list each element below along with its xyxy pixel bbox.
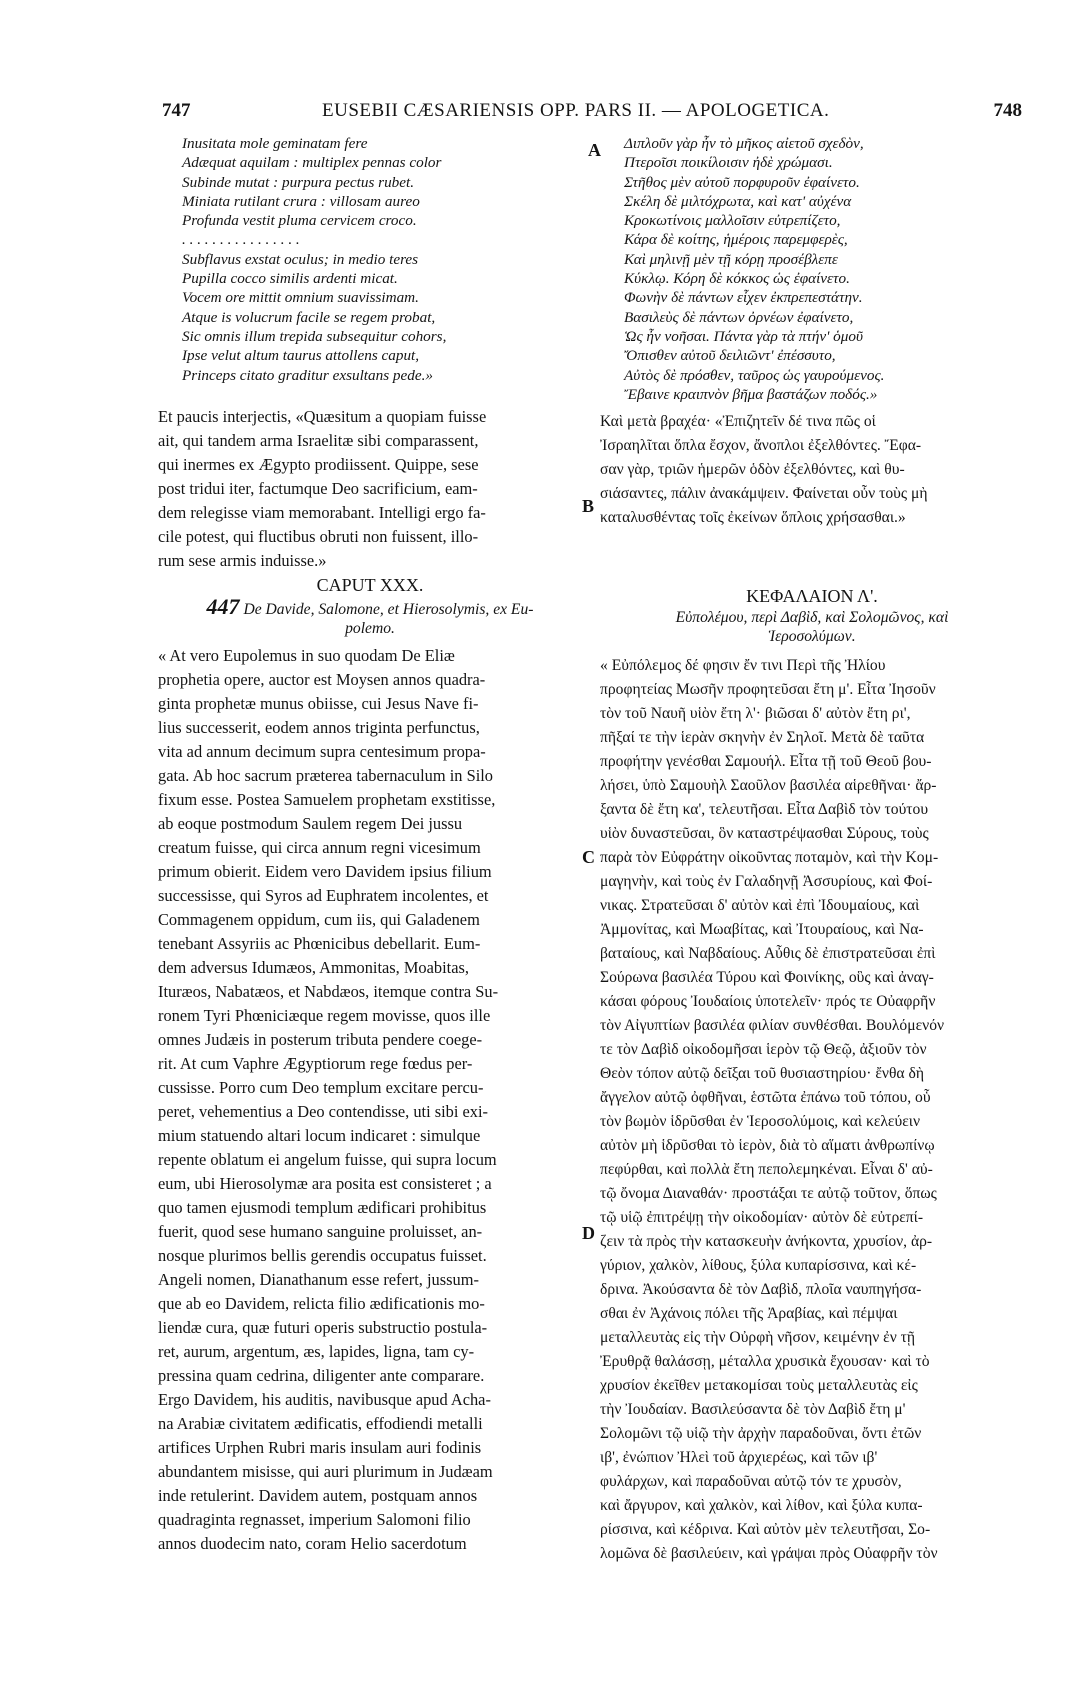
running-header [162, 100, 1022, 124]
page-number-left: 747 [162, 100, 191, 121]
subtitle-line: polemo. [345, 619, 395, 637]
text-line: inde retulerint. Davidem autem, postquam annos [158, 1485, 478, 1505]
verse-line: Sic omnis illum trepida subsequitur cohors, [182, 327, 447, 345]
text-line: fuerit, quod sese humano sanguine proluisset, an- [158, 1221, 483, 1241]
text-line: pressina quam cedrina, diligenter ante comparare. [158, 1365, 485, 1385]
text-line: Σούρωνα βασιλέα Τύρου καὶ Φοινίκης, οὓς καὶ ἀναγ- [600, 969, 934, 987]
section-marker-a: A [588, 140, 601, 160]
text-line: « At vero Eupolemus in suo quodam De Eliæ [158, 645, 455, 665]
greek-chapter-heading: ΚΕΦΑΛΑΙΟΝ Λ'. [746, 586, 878, 607]
section-marker-c: C [582, 847, 595, 867]
text-line: creatum fuisse, qui circa annum regni vicesimum [158, 837, 481, 857]
text-line: λομῶνα δὲ βασιλεύειν, καὶ γράψαι πρὸς Οὐαφρῆν τὸν [600, 1545, 938, 1563]
text-line: gata. Ab hoc sacrum præterea tabernaculum in Silo [158, 765, 493, 785]
text-line: lius successerit, eodem annos triginta perfunctus, [158, 717, 480, 737]
text-line: προφήτην γενέσθαι Σαμουήλ. Εἶτα τῇ τοῦ Θεοῦ βου- [600, 753, 932, 771]
verse-line: Ἔβαινε κραιπνὸν βῆμα βαστάζων ποδός.» [624, 385, 878, 403]
text-line: peret, vehementius a Deo contendisse, uti sibi exi- [158, 1101, 488, 1121]
latin-verse [158, 134, 582, 385]
running-title: EUSEBII CÆSARIENSIS OPP. PARS II. — APOLOGETICA. [322, 100, 830, 121]
text-line: ab eoque postmodum Saulem regem Dei jussu [158, 813, 463, 833]
text-line: liendæ cura, quæ futuri operis substructio postula- [158, 1317, 488, 1337]
verse-line: Ipse velut altum taurus attollens caput, [182, 347, 420, 365]
text-line: na Arabiæ civitatem ædificatis, effodiendi metalli [158, 1413, 483, 1433]
text-line: σθαι ἐν Ἀχάνοις πόλει τῆς Ἀραβίας, καὶ πέμψαι [600, 1305, 898, 1323]
verse-line: Σκέλη δὲ μιλτόχρωτα, καὶ κατ' αὐχένα [624, 192, 852, 210]
text-line: μαγηνὴν, καὶ τοὺς ἐν Γαλαδηνῇ Ἀσσυρίους, καὶ Φοί- [600, 873, 933, 891]
text-line: μεταλλευτὰς εἰς τὴν Οὐρφὴ νῆσον, κειμένην ἐν τῇ [600, 1329, 916, 1347]
text-line: que ab eo Davidem, relicta filio ædificationis mo- [158, 1293, 485, 1313]
text-line: dem relegisse viam memorabant. Intelligi ergo fa- [158, 502, 486, 522]
verse-line: Ὡς ἦν νοῆσαι. Πάντα γὰρ τὰ πτήν' ὁμοῦ [624, 327, 863, 345]
greek-chapter-subtitle [600, 608, 1024, 646]
text-line: artifices Urphen Rubri maris insulam auri fodinis [158, 1437, 482, 1457]
text-line: eum, ubi Hierosolymæ ara posita est consisteret ; a [158, 1173, 492, 1193]
text-line: quadraginta regnasset, imperium Salomoni filio [158, 1509, 471, 1529]
text-line: rum sese armis induisse.» [158, 550, 327, 570]
text-line: νικας. Στρατεῦσαι δ' αὐτὸν καὶ ἐπὶ Ἰδουμαίους, καὶ [600, 897, 920, 915]
text-line: Θεὸν τόπον αὐτῷ δεῖξαι τοῦ θυσιαστηρίου· ἔνθα δὴ [600, 1065, 924, 1083]
text-line: ginta prophetæ munus obiisse, cui Jesus Nave fi- [158, 693, 479, 713]
text-line: repente oblatum ei angelum fuisse, qui supra locum [158, 1149, 497, 1169]
text-line: Ἀμμονίτας, καὶ Μωαβίτας, καὶ Ἰτουραίους, καὶ Να- [600, 921, 924, 939]
verse-line: Κροκωτίνοις μαλλοῖσιν εὐτρεπίζετο, [624, 212, 841, 230]
latin-column [158, 134, 582, 1556]
text-line: ιβ', ἐνώπιον Ἠλεὶ τοῦ ἀρχιερέως, καὶ τῶν ιβ' [600, 1449, 878, 1467]
text-line: Καὶ μετὰ βραχέα· «Ἐπιζητεῖν δέ τινα πῶς οἱ [600, 413, 876, 431]
text-line: τὸν Αἰγυπτίων βασιλέα φιλίαν συνθέσθαι. Βουλόμενόν [600, 1017, 945, 1035]
text-line: ρίσσινα, καὶ κέδρινα. Καὶ αὐτὸν μὲν τελευτῆσαι, Σο- [600, 1521, 931, 1539]
text-line: ait, qui tandem arma Israelitæ sibi comparassent, [158, 430, 479, 450]
section-marker-b: B [582, 496, 595, 516]
verse-line: Αὐτὸς δὲ πρόσθεν, ταῦρος ὡς γαυρούμενος. [624, 366, 885, 384]
greek-verse [600, 134, 1024, 404]
subtitle-line: Ἱεροσολύμων. [768, 628, 856, 646]
greek-paragraph-1 [600, 410, 1024, 530]
verse-line: Βασιλεὺς δὲ πάντων ὀρνέων ἐφαίνετο, [624, 308, 854, 326]
latin-paragraph-1 [158, 405, 582, 573]
text-line: Angeli nomen, Dianathanum esse refert, jussum- [158, 1269, 479, 1289]
text-line: nosque plurimos bellis gerendis occupatus fuisset. [158, 1245, 487, 1265]
text-line: καὶ ἄργυρον, καὶ χαλκὸν, καὶ λίθον, καὶ ξύλα κυπα- [600, 1497, 923, 1515]
verse-line: Διπλοῦν γὰρ ἦν τὸ μῆκος αἰετοῦ σχεδὸν, [624, 135, 864, 152]
text-line: λήσει, ὑπὸ Σαμουὴλ Σαοῦλον βασιλέα αἱρεθῆναι· ἄρ- [600, 777, 937, 795]
text-line: γύριον, χαλκὸν, λίθους, ξύλα κυπαρίσσινα, καὶ κέ- [600, 1257, 917, 1275]
text-line: ret, aurum, argentum, æs, lapides, ligna, tam cy- [158, 1341, 475, 1361]
text-line: abundantem misisse, qui auri plurimum in Judæam [158, 1461, 493, 1481]
text-line: Ἐρυθρᾷ θαλάσσῃ, μέταλλα χρυσικὰ ἔχουσαν· καὶ τὸ [600, 1353, 930, 1371]
text-line: υἱὸν δυναστεῦσαι, ὃν καταστρέψασθαι Σύρους, τοὺς [600, 825, 929, 843]
verse-line: Φωνὴν δὲ πάντων εἶχεν ἐκπρεπεστάτην. [624, 289, 863, 307]
verse-line: Πτεροῖσι ποικίλοισιν ἠδὲ χρώμασι. [624, 154, 833, 172]
text-line: « Εὐπόλεμος δέ φησιν ἔν τινι Περὶ τῆς Ἠλίου [600, 657, 886, 675]
text-line: Commagenem oppidum, cum iis, qui Galadenem [158, 909, 480, 929]
verse-line: Ὄπισθεν αὐτοῦ δειλιῶντ' ἐπέσσυτο, [624, 347, 836, 365]
section-number: 447 [206, 593, 240, 619]
latin-chapter-subtitle [158, 593, 582, 638]
text-line: παρὰ τὸν Εὐφράτην οἰκοῦντας ποταμὸν, καὶ τὴν Κομ- [600, 849, 939, 867]
text-line: δρινα. Ἀκούσαντα δὲ τὸν Δαβὶδ, πλοῖα ναυπηγήσα- [600, 1281, 922, 1299]
verse-line: Adæquat aquilam : multiplex pennas color [182, 154, 442, 172]
text-line: post tridui iter, factumque Deo sacrificium, eam- [158, 478, 478, 498]
greek-column [600, 134, 1024, 1566]
section-marker-d: D [582, 1223, 595, 1243]
verse-line: Atque is volucrum facile se regem probat, [182, 308, 436, 326]
text-line: τε τὸν Δαβὶδ οἰκοδομῆσαι ἱερὸν τῷ Θεῷ, ἀξιοῦν τὸν [600, 1041, 927, 1059]
verse-line: Profunda vestit pluma cervicem croco. [182, 212, 417, 230]
text-line: τὴν Ἰουδαίαν. Βασιλεύσαντα δὲ τὸν Δαβὶδ ἔτη μ' [600, 1401, 906, 1419]
verse-line: Princeps citato graditur exsultans pede.» [182, 366, 433, 384]
text-line: mium statuendo altari locum indicaret : simulque [158, 1125, 481, 1145]
verse-line: Pupilla cocco similis ardenti micat. [182, 270, 398, 288]
text-line: qui inermes ex Ægypto prodiissent. Quippe, sese [158, 454, 479, 474]
verse-line: Κύκλῳ. Κόρη δὲ κόκκος ὡς ἐφαίνετο. [624, 270, 850, 288]
subtitle-line: De Davide, Salomone, et Hierosolymis, ex Eu- [243, 600, 534, 618]
text-line: rit. At cum Vaphre Ægyptiorum rege fœdus per- [158, 1053, 473, 1073]
text-line: πῆξαί τε τὴν ἱερὰν σκηνὴν ἐν Σηλοῖ. Μετὰ δὲ ταῦτα [600, 729, 925, 747]
text-line: Ergo Davidem, his auditis, navibusque apud Acha- [158, 1389, 491, 1409]
text-line: φυλάρχων, καὶ παραδοῦναι αὐτῷ τόν τε χρυσὸν, [600, 1473, 902, 1491]
text-line: prophetia opere, auctor est Moysen annos quadra- [158, 669, 486, 689]
verse-line: Καὶ μηλινῇ μὲν τῇ κόρῃ προσέβλεπε [624, 250, 838, 268]
text-line: vita ad annum decimum supra centesimum propa- [158, 741, 486, 761]
text-line: καταλυσθέντας τοῖς ἐκείνων ὅπλοις χρήσασθαι.» [600, 509, 906, 527]
text-line: τὸν τοῦ Ναυῆ υἱὸν ἔτη λ'· βιῶσαι δ' αὐτὸν ἔτη ρι', [600, 705, 911, 723]
text-line: βαταίους, καὶ Ναβδαίους. Αὖθις δὲ ἐπιστρατεῦσαι ἐπὶ [600, 945, 936, 963]
verse-line: Κάρα δὲ κοίτης, ἡμέροις παρεμφερὲς, [624, 231, 848, 249]
text-line: tenebant Assyriis ac Phœnicibus debellarit. Eum- [158, 933, 481, 953]
greek-paragraph-2 [600, 654, 1024, 1566]
text-line: dem adversus Idumæos, Ammonitas, Moabitas, [158, 957, 469, 977]
text-line: quo tamen ejusmodi templum ædificari prohibitus [158, 1197, 487, 1217]
verse-line: Subflavus exstat oculus; in medio teres [182, 250, 419, 268]
text-line: ζειν τὰ πρὸς τὴν κατασκευὴν ἀνήκοντα, χρυσίον, ἀρ- [600, 1233, 933, 1251]
text-line: annos duodecim nato, coram Helio sacerdotum [158, 1533, 467, 1553]
text-line: ξαντα δὲ ἔτη κα', τελευτῆσαι. Εἶτα Δαβὶδ τὸν τούτου [600, 801, 929, 819]
text-line: primum obierit. Eidem vero Davidem ipsius filium [158, 861, 492, 881]
text-line: cile potest, qui fluctibus obruti non fuissent, illo- [158, 526, 479, 546]
text-line: Σολομῶνι τῷ υἱῷ τὴν ἀρχὴν παραδοῦναι, ὄντι ἐτῶν [600, 1425, 922, 1443]
latin-paragraph-2 [158, 644, 582, 1556]
text-line: τῷ ὄνομα Διαναθάν· προστάξαι τε αὐτῷ τοῦτον, ὅπως [600, 1185, 937, 1203]
text-line: κάσαι φόρους Ἰουδαίοις ὑποτελεῖν· πρός τε Οὐαφρῆν [600, 993, 936, 1011]
verse-line: Miniata rutilant crura : villosam aureo [182, 192, 420, 210]
text-line: successisse, qui Syros ad Euphratem incolentes, et [158, 885, 489, 905]
text-line: χρυσίον ἐκεῖθεν μετακομίσαι τοὺς μεταλλευτὰς εἰς [600, 1377, 918, 1395]
text-line: cussisse. Porro cum Deo templum excitare percu- [158, 1077, 484, 1097]
text-line: ἄγγελον αὐτῷ ὀφθῆναι, ἑστῶτα ἐπάνω τοῦ τόπου, οὗ [600, 1089, 931, 1107]
text-line: τῷ υἱῷ ἐπιτρέψῃ τὴν οἰκοδομίαν· αὐτὸν δὲ εὐτρεπί- [600, 1209, 924, 1227]
text-line: fixum esse. Postea Samuelem prophetam exstitisse, [158, 789, 496, 809]
text-line: σιάσαντες, πάλιν ἀνακάμψειν. Φαίνεται οὖν τοὺς μὴ [600, 485, 928, 503]
subtitle-line: Εὐπολέμου, περὶ Δαβὶδ, καὶ Σολομῶνος, καὶ [675, 609, 949, 627]
text-line: Ἰσραηλῖται ὅπλα ἔσχον, ἄνοπλοι ἐξελθόντες. Ἔφα- [600, 437, 922, 455]
verse-line: Inusitata mole geminatam fere [182, 135, 368, 152]
verse-line: Στῆθος μὲν αὐτοῦ πορφυροῦν ἐφαίνετο. [624, 173, 860, 191]
text-line: προφητείας Μωσῆν προφητεῦσαι ἔτη μ'. Εἶτα Ἰησοῦν [600, 681, 936, 699]
text-line: τὸν βωμὸν ἱδρῦσθαι ἐν Ἱεροσολύμοις, καὶ κελεύειν [600, 1113, 920, 1131]
text-line: ronem Tyri Phœniciæque regem movisse, quos ille [158, 1005, 491, 1025]
latin-chapter-heading: CAPUT XXX. [316, 574, 424, 595]
text-line: πεφύρθαι, καὶ πολλὰ ἔτη πεπολεμηκέναι. Εἶναι δ' αὐ- [600, 1161, 933, 1179]
text-line: Ituræos, Nabatæos, et Nabdæos, itemque contra Su- [158, 981, 499, 1001]
text-line: αὐτὸν μὴ ἱδρῦσθαι τὸ ἱερὸν, διὰ τὸ αἵματι ἀνθρωπίνῳ [600, 1137, 935, 1155]
page-number-right: 748 [993, 100, 1022, 121]
text-line: Et paucis interjectis, «Quæsitum a quopiam fuisse [158, 406, 487, 426]
verse-line: Vocem ore mittit omnium suavissimam. [182, 289, 419, 307]
verse-line: Subinde mutat : purpura pectus rubet. [182, 173, 415, 191]
verse-ellipsis: . . . . . . . . . . . . . . . . [182, 231, 300, 249]
text-line: omnes Judæis in posterum tributa pendere coege- [158, 1029, 483, 1049]
text-line: σαν γὰρ, τριῶν ἡμερῶν ὁδὸν ἐξελθόντες, καὶ θυ- [600, 461, 905, 479]
